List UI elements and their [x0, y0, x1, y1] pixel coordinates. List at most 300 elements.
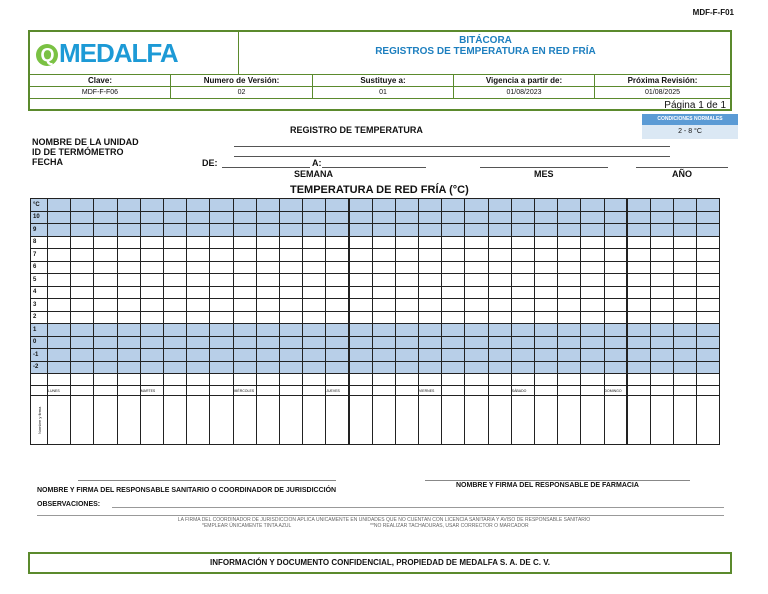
- grid-cell[interactable]: [488, 299, 511, 312]
- grid-cell[interactable]: [650, 324, 673, 337]
- grid-cell[interactable]: [465, 324, 488, 337]
- grid-cell[interactable]: [71, 324, 94, 337]
- grid-cell[interactable]: [604, 324, 627, 337]
- grid-cell[interactable]: [163, 249, 186, 262]
- grid-cell[interactable]: [117, 261, 140, 274]
- signature-cell[interactable]: [697, 396, 720, 445]
- grid-cell[interactable]: [187, 336, 210, 349]
- grid-cell[interactable]: [604, 274, 627, 287]
- grid-cell[interactable]: [349, 361, 372, 374]
- grid-cell[interactable]: [627, 211, 650, 224]
- grid-cell[interactable]: [465, 286, 488, 299]
- grid-cell[interactable]: [349, 274, 372, 287]
- grid-cell[interactable]: [558, 236, 581, 249]
- grid-cell[interactable]: [94, 249, 117, 262]
- grid-cell[interactable]: [94, 261, 117, 274]
- grid-cell[interactable]: [581, 299, 604, 312]
- grid-cell[interactable]: [233, 211, 256, 224]
- grid-cell[interactable]: [581, 336, 604, 349]
- grid-cell[interactable]: [697, 211, 720, 224]
- grid-cell[interactable]: [650, 274, 673, 287]
- grid-cell[interactable]: [581, 199, 604, 212]
- grid-cell[interactable]: [187, 286, 210, 299]
- grid-cell[interactable]: [442, 349, 465, 362]
- grid-cell[interactable]: [326, 374, 349, 386]
- grid-cell[interactable]: [488, 249, 511, 262]
- grid-cell[interactable]: [674, 286, 697, 299]
- grid-cell[interactable]: [256, 336, 279, 349]
- signature-cell[interactable]: [71, 396, 94, 445]
- grid-cell[interactable]: [326, 286, 349, 299]
- grid-cell[interactable]: [674, 249, 697, 262]
- grid-cell[interactable]: [534, 236, 557, 249]
- grid-cell[interactable]: [163, 311, 186, 324]
- signature-cell[interactable]: [372, 396, 395, 445]
- grid-cell[interactable]: [117, 374, 140, 386]
- grid-cell[interactable]: [697, 249, 720, 262]
- grid-cell[interactable]: [210, 249, 233, 262]
- grid-cell[interactable]: [581, 274, 604, 287]
- grid-cell[interactable]: [303, 324, 326, 337]
- grid-cell[interactable]: [697, 274, 720, 287]
- grid-cell[interactable]: [581, 224, 604, 237]
- grid-cell[interactable]: [534, 361, 557, 374]
- grid-cell[interactable]: [534, 286, 557, 299]
- grid-cell[interactable]: [442, 324, 465, 337]
- grid-cell[interactable]: [256, 361, 279, 374]
- signature-cell[interactable]: [94, 396, 117, 445]
- grid-cell[interactable]: [71, 236, 94, 249]
- grid-cell[interactable]: [372, 236, 395, 249]
- grid-cell[interactable]: [650, 199, 673, 212]
- grid-cell[interactable]: [71, 349, 94, 362]
- signature-cell[interactable]: [256, 396, 279, 445]
- grid-cell[interactable]: [395, 199, 418, 212]
- grid-cell[interactable]: [372, 199, 395, 212]
- grid-cell[interactable]: [511, 374, 534, 386]
- grid-cell[interactable]: [279, 199, 302, 212]
- grid-cell[interactable]: [697, 224, 720, 237]
- grid-cell[interactable]: [187, 374, 210, 386]
- grid-cell[interactable]: [395, 299, 418, 312]
- grid-cell[interactable]: [627, 336, 650, 349]
- grid-cell[interactable]: [534, 249, 557, 262]
- grid-cell[interactable]: [604, 336, 627, 349]
- grid-cell[interactable]: [511, 336, 534, 349]
- grid-cell[interactable]: [419, 299, 442, 312]
- signature-cell[interactable]: [210, 396, 233, 445]
- grid-cell[interactable]: [581, 286, 604, 299]
- grid-cell[interactable]: [48, 224, 71, 237]
- grid-cell[interactable]: [163, 199, 186, 212]
- grid-cell[interactable]: [349, 199, 372, 212]
- grid-cell[interactable]: [511, 311, 534, 324]
- grid-cell[interactable]: [117, 299, 140, 312]
- grid-cell[interactable]: [488, 236, 511, 249]
- grid-cell[interactable]: [419, 261, 442, 274]
- grid-cell[interactable]: [303, 224, 326, 237]
- unit-field[interactable]: [234, 146, 670, 147]
- grid-cell[interactable]: [48, 211, 71, 224]
- grid-cell[interactable]: [419, 361, 442, 374]
- grid-cell[interactable]: [71, 224, 94, 237]
- grid-cell[interactable]: [604, 374, 627, 386]
- grid-cell[interactable]: [372, 274, 395, 287]
- grid-cell[interactable]: [187, 199, 210, 212]
- grid-cell[interactable]: [279, 249, 302, 262]
- grid-cell[interactable]: [48, 311, 71, 324]
- grid-cell[interactable]: [581, 324, 604, 337]
- grid-cell[interactable]: [674, 324, 697, 337]
- grid-cell[interactable]: [140, 249, 163, 262]
- grid-cell[interactable]: [256, 324, 279, 337]
- grid-cell[interactable]: [697, 236, 720, 249]
- grid-cell[interactable]: [465, 374, 488, 386]
- grid-cell[interactable]: [488, 336, 511, 349]
- grid-cell[interactable]: [349, 299, 372, 312]
- grid-cell[interactable]: [419, 236, 442, 249]
- grid-cell[interactable]: [419, 311, 442, 324]
- grid-cell[interactable]: [279, 224, 302, 237]
- grid-cell[interactable]: [534, 199, 557, 212]
- grid-cell[interactable]: [558, 311, 581, 324]
- grid-cell[interactable]: [71, 336, 94, 349]
- grid-cell[interactable]: [94, 236, 117, 249]
- signature-cell[interactable]: [442, 396, 465, 445]
- grid-cell[interactable]: [488, 324, 511, 337]
- grid-cell[interactable]: [256, 224, 279, 237]
- grid-cell[interactable]: [465, 274, 488, 287]
- grid-cell[interactable]: [256, 199, 279, 212]
- grid-cell[interactable]: [534, 324, 557, 337]
- grid-cell[interactable]: [94, 211, 117, 224]
- grid-cell[interactable]: [303, 236, 326, 249]
- grid-cell[interactable]: [349, 374, 372, 386]
- grid-cell[interactable]: [581, 236, 604, 249]
- grid-cell[interactable]: [140, 286, 163, 299]
- grid-cell[interactable]: [48, 274, 71, 287]
- grid-cell[interactable]: [650, 211, 673, 224]
- grid-cell[interactable]: [349, 311, 372, 324]
- grid-cell[interactable]: [163, 224, 186, 237]
- grid-cell[interactable]: [279, 311, 302, 324]
- grid-cell[interactable]: [71, 261, 94, 274]
- grid-cell[interactable]: [349, 286, 372, 299]
- grid-cell[interactable]: [349, 211, 372, 224]
- grid-cell[interactable]: [210, 374, 233, 386]
- signature-cell[interactable]: [140, 396, 163, 445]
- signature-cell[interactable]: [558, 396, 581, 445]
- grid-cell[interactable]: [511, 349, 534, 362]
- grid-cell[interactable]: [442, 336, 465, 349]
- grid-cell[interactable]: [581, 349, 604, 362]
- grid-cell[interactable]: [558, 249, 581, 262]
- signature-cell[interactable]: [279, 396, 302, 445]
- grid-cell[interactable]: [187, 299, 210, 312]
- grid-cell[interactable]: [372, 361, 395, 374]
- grid-cell[interactable]: [140, 274, 163, 287]
- grid-cell[interactable]: [674, 224, 697, 237]
- grid-cell[interactable]: [604, 361, 627, 374]
- grid-cell[interactable]: [303, 211, 326, 224]
- grid-cell[interactable]: [94, 286, 117, 299]
- grid-cell[interactable]: [604, 236, 627, 249]
- year-field[interactable]: [636, 167, 728, 168]
- grid-cell[interactable]: [210, 236, 233, 249]
- grid-cell[interactable]: [488, 361, 511, 374]
- grid-cell[interactable]: [442, 236, 465, 249]
- grid-cell[interactable]: [465, 211, 488, 224]
- grid-cell[interactable]: [210, 224, 233, 237]
- grid-cell[interactable]: [674, 261, 697, 274]
- grid-cell[interactable]: [395, 286, 418, 299]
- grid-cell[interactable]: [233, 274, 256, 287]
- grid-cell[interactable]: [650, 299, 673, 312]
- grid-cell[interactable]: [581, 211, 604, 224]
- grid-cell[interactable]: [48, 261, 71, 274]
- grid-cell[interactable]: [163, 361, 186, 374]
- grid-cell[interactable]: [419, 274, 442, 287]
- grid-cell[interactable]: [210, 211, 233, 224]
- grid-cell[interactable]: [558, 374, 581, 386]
- grid-cell[interactable]: [187, 236, 210, 249]
- grid-cell[interactable]: [442, 274, 465, 287]
- grid-cell[interactable]: [674, 374, 697, 386]
- grid-cell[interactable]: [627, 286, 650, 299]
- grid-cell[interactable]: [697, 324, 720, 337]
- signature-cell[interactable]: [419, 396, 442, 445]
- grid-cell[interactable]: [117, 286, 140, 299]
- grid-cell[interactable]: [627, 299, 650, 312]
- grid-cell[interactable]: [48, 286, 71, 299]
- grid-cell[interactable]: [442, 311, 465, 324]
- grid-cell[interactable]: [674, 311, 697, 324]
- grid-cell[interactable]: [488, 349, 511, 362]
- grid-cell[interactable]: [627, 311, 650, 324]
- grid-cell[interactable]: [419, 336, 442, 349]
- grid-cell[interactable]: [372, 374, 395, 386]
- grid-cell[interactable]: [71, 361, 94, 374]
- grid-cell[interactable]: [140, 349, 163, 362]
- grid-cell[interactable]: [674, 274, 697, 287]
- grid-cell[interactable]: [650, 249, 673, 262]
- grid-cell[interactable]: [534, 274, 557, 287]
- grid-cell[interactable]: [372, 224, 395, 237]
- grid-cell[interactable]: [303, 299, 326, 312]
- grid-cell[interactable]: [674, 336, 697, 349]
- grid-cell[interactable]: [488, 286, 511, 299]
- grid-cell[interactable]: [349, 224, 372, 237]
- grid-cell[interactable]: [650, 224, 673, 237]
- grid-cell[interactable]: [442, 199, 465, 212]
- grid-cell[interactable]: [511, 274, 534, 287]
- grid-cell[interactable]: [326, 336, 349, 349]
- grid-cell[interactable]: [140, 361, 163, 374]
- grid-cell[interactable]: [419, 286, 442, 299]
- signature-cell[interactable]: [349, 396, 372, 445]
- grid-cell[interactable]: [697, 336, 720, 349]
- grid-cell[interactable]: [279, 286, 302, 299]
- grid-cell[interactable]: [187, 211, 210, 224]
- grid-cell[interactable]: [48, 374, 71, 386]
- grid-cell[interactable]: [256, 286, 279, 299]
- grid-cell[interactable]: [419, 211, 442, 224]
- grid-cell[interactable]: [233, 199, 256, 212]
- grid-cell[interactable]: [674, 211, 697, 224]
- grid-cell[interactable]: [627, 361, 650, 374]
- grid-cell[interactable]: [140, 199, 163, 212]
- grid-cell[interactable]: [674, 361, 697, 374]
- grid-cell[interactable]: [71, 274, 94, 287]
- grid-cell[interactable]: [511, 224, 534, 237]
- grid-cell[interactable]: [349, 349, 372, 362]
- grid-cell[interactable]: [163, 261, 186, 274]
- grid-cell[interactable]: [534, 224, 557, 237]
- grid-cell[interactable]: [372, 349, 395, 362]
- grid-cell[interactable]: [604, 311, 627, 324]
- grid-cell[interactable]: [94, 299, 117, 312]
- grid-cell[interactable]: [210, 349, 233, 362]
- grid-cell[interactable]: [442, 299, 465, 312]
- grid-cell[interactable]: [71, 374, 94, 386]
- grid-cell[interactable]: [581, 311, 604, 324]
- grid-cell[interactable]: [326, 361, 349, 374]
- grid-cell[interactable]: [279, 349, 302, 362]
- grid-cell[interactable]: [511, 324, 534, 337]
- grid-cell[interactable]: [210, 324, 233, 337]
- grid-cell[interactable]: [534, 311, 557, 324]
- grid-cell[interactable]: [395, 349, 418, 362]
- grid-cell[interactable]: [233, 249, 256, 262]
- grid-cell[interactable]: [279, 336, 302, 349]
- grid-cell[interactable]: [488, 374, 511, 386]
- grid-cell[interactable]: [210, 299, 233, 312]
- grid-cell[interactable]: [511, 236, 534, 249]
- grid-cell[interactable]: [395, 224, 418, 237]
- grid-cell[interactable]: [303, 274, 326, 287]
- grid-cell[interactable]: [140, 224, 163, 237]
- grid-cell[interactable]: [279, 361, 302, 374]
- grid-cell[interactable]: [372, 311, 395, 324]
- grid-cell[interactable]: [326, 199, 349, 212]
- grid-cell[interactable]: [233, 286, 256, 299]
- grid-cell[interactable]: [94, 324, 117, 337]
- grid-cell[interactable]: [604, 299, 627, 312]
- grid-cell[interactable]: [48, 299, 71, 312]
- grid-cell[interactable]: [372, 286, 395, 299]
- grid-cell[interactable]: [210, 274, 233, 287]
- grid-cell[interactable]: [279, 236, 302, 249]
- grid-cell[interactable]: [465, 361, 488, 374]
- grid-cell[interactable]: [326, 311, 349, 324]
- grid-cell[interactable]: [558, 261, 581, 274]
- grid-cell[interactable]: [279, 374, 302, 386]
- grid-cell[interactable]: [627, 374, 650, 386]
- grid-cell[interactable]: [233, 261, 256, 274]
- grid-cell[interactable]: [140, 311, 163, 324]
- sanitary-signature-line[interactable]: [78, 480, 336, 481]
- signature-cell[interactable]: [233, 396, 256, 445]
- de-field[interactable]: [222, 167, 310, 168]
- grid-cell[interactable]: [349, 261, 372, 274]
- grid-cell[interactable]: [697, 299, 720, 312]
- grid-cell[interactable]: [349, 249, 372, 262]
- grid-cell[interactable]: [488, 211, 511, 224]
- grid-cell[interactable]: [511, 211, 534, 224]
- grid-cell[interactable]: [279, 299, 302, 312]
- grid-cell[interactable]: [303, 336, 326, 349]
- grid-cell[interactable]: [488, 311, 511, 324]
- grid-cell[interactable]: [419, 324, 442, 337]
- grid-cell[interactable]: [94, 274, 117, 287]
- grid-cell[interactable]: [187, 224, 210, 237]
- grid-cell[interactable]: [117, 361, 140, 374]
- signature-cell[interactable]: [511, 396, 534, 445]
- grid-cell[interactable]: [94, 199, 117, 212]
- grid-cell[interactable]: [604, 286, 627, 299]
- grid-cell[interactable]: [187, 361, 210, 374]
- grid-cell[interactable]: [442, 261, 465, 274]
- grid-cell[interactable]: [558, 199, 581, 212]
- grid-cell[interactable]: [140, 261, 163, 274]
- grid-cell[interactable]: [94, 361, 117, 374]
- signature-cell[interactable]: [581, 396, 604, 445]
- grid-cell[interactable]: [395, 324, 418, 337]
- grid-cell[interactable]: [558, 361, 581, 374]
- grid-cell[interactable]: [488, 261, 511, 274]
- signature-cell[interactable]: [627, 396, 650, 445]
- grid-cell[interactable]: [349, 324, 372, 337]
- grid-cell[interactable]: [534, 374, 557, 386]
- grid-cell[interactable]: [279, 324, 302, 337]
- grid-cell[interactable]: [140, 299, 163, 312]
- grid-cell[interactable]: [488, 199, 511, 212]
- grid-cell[interactable]: [326, 274, 349, 287]
- grid-cell[interactable]: [233, 236, 256, 249]
- grid-cell[interactable]: [465, 261, 488, 274]
- grid-cell[interactable]: [303, 311, 326, 324]
- grid-cell[interactable]: [627, 274, 650, 287]
- grid-cell[interactable]: [581, 249, 604, 262]
- grid-cell[interactable]: [627, 324, 650, 337]
- grid-cell[interactable]: [395, 236, 418, 249]
- signature-cell[interactable]: [303, 396, 326, 445]
- grid-cell[interactable]: [326, 211, 349, 224]
- signature-cell[interactable]: [604, 396, 627, 445]
- grid-cell[interactable]: [372, 299, 395, 312]
- grid-cell[interactable]: [163, 336, 186, 349]
- grid-cell[interactable]: [48, 336, 71, 349]
- signature-cell[interactable]: [395, 396, 418, 445]
- grid-cell[interactable]: [71, 211, 94, 224]
- grid-cell[interactable]: [140, 211, 163, 224]
- grid-cell[interactable]: [558, 324, 581, 337]
- grid-cell[interactable]: [140, 336, 163, 349]
- grid-cell[interactable]: [650, 236, 673, 249]
- grid-cell[interactable]: [117, 274, 140, 287]
- grid-cell[interactable]: [279, 274, 302, 287]
- grid-cell[interactable]: [94, 224, 117, 237]
- grid-cell[interactable]: [650, 261, 673, 274]
- grid-cell[interactable]: [117, 199, 140, 212]
- grid-cell[interactable]: [94, 349, 117, 362]
- grid-cell[interactable]: [558, 224, 581, 237]
- observations-field-2[interactable]: [37, 515, 724, 516]
- grid-cell[interactable]: [674, 236, 697, 249]
- grid-cell[interactable]: [419, 374, 442, 386]
- grid-cell[interactable]: [558, 274, 581, 287]
- grid-cell[interactable]: [604, 261, 627, 274]
